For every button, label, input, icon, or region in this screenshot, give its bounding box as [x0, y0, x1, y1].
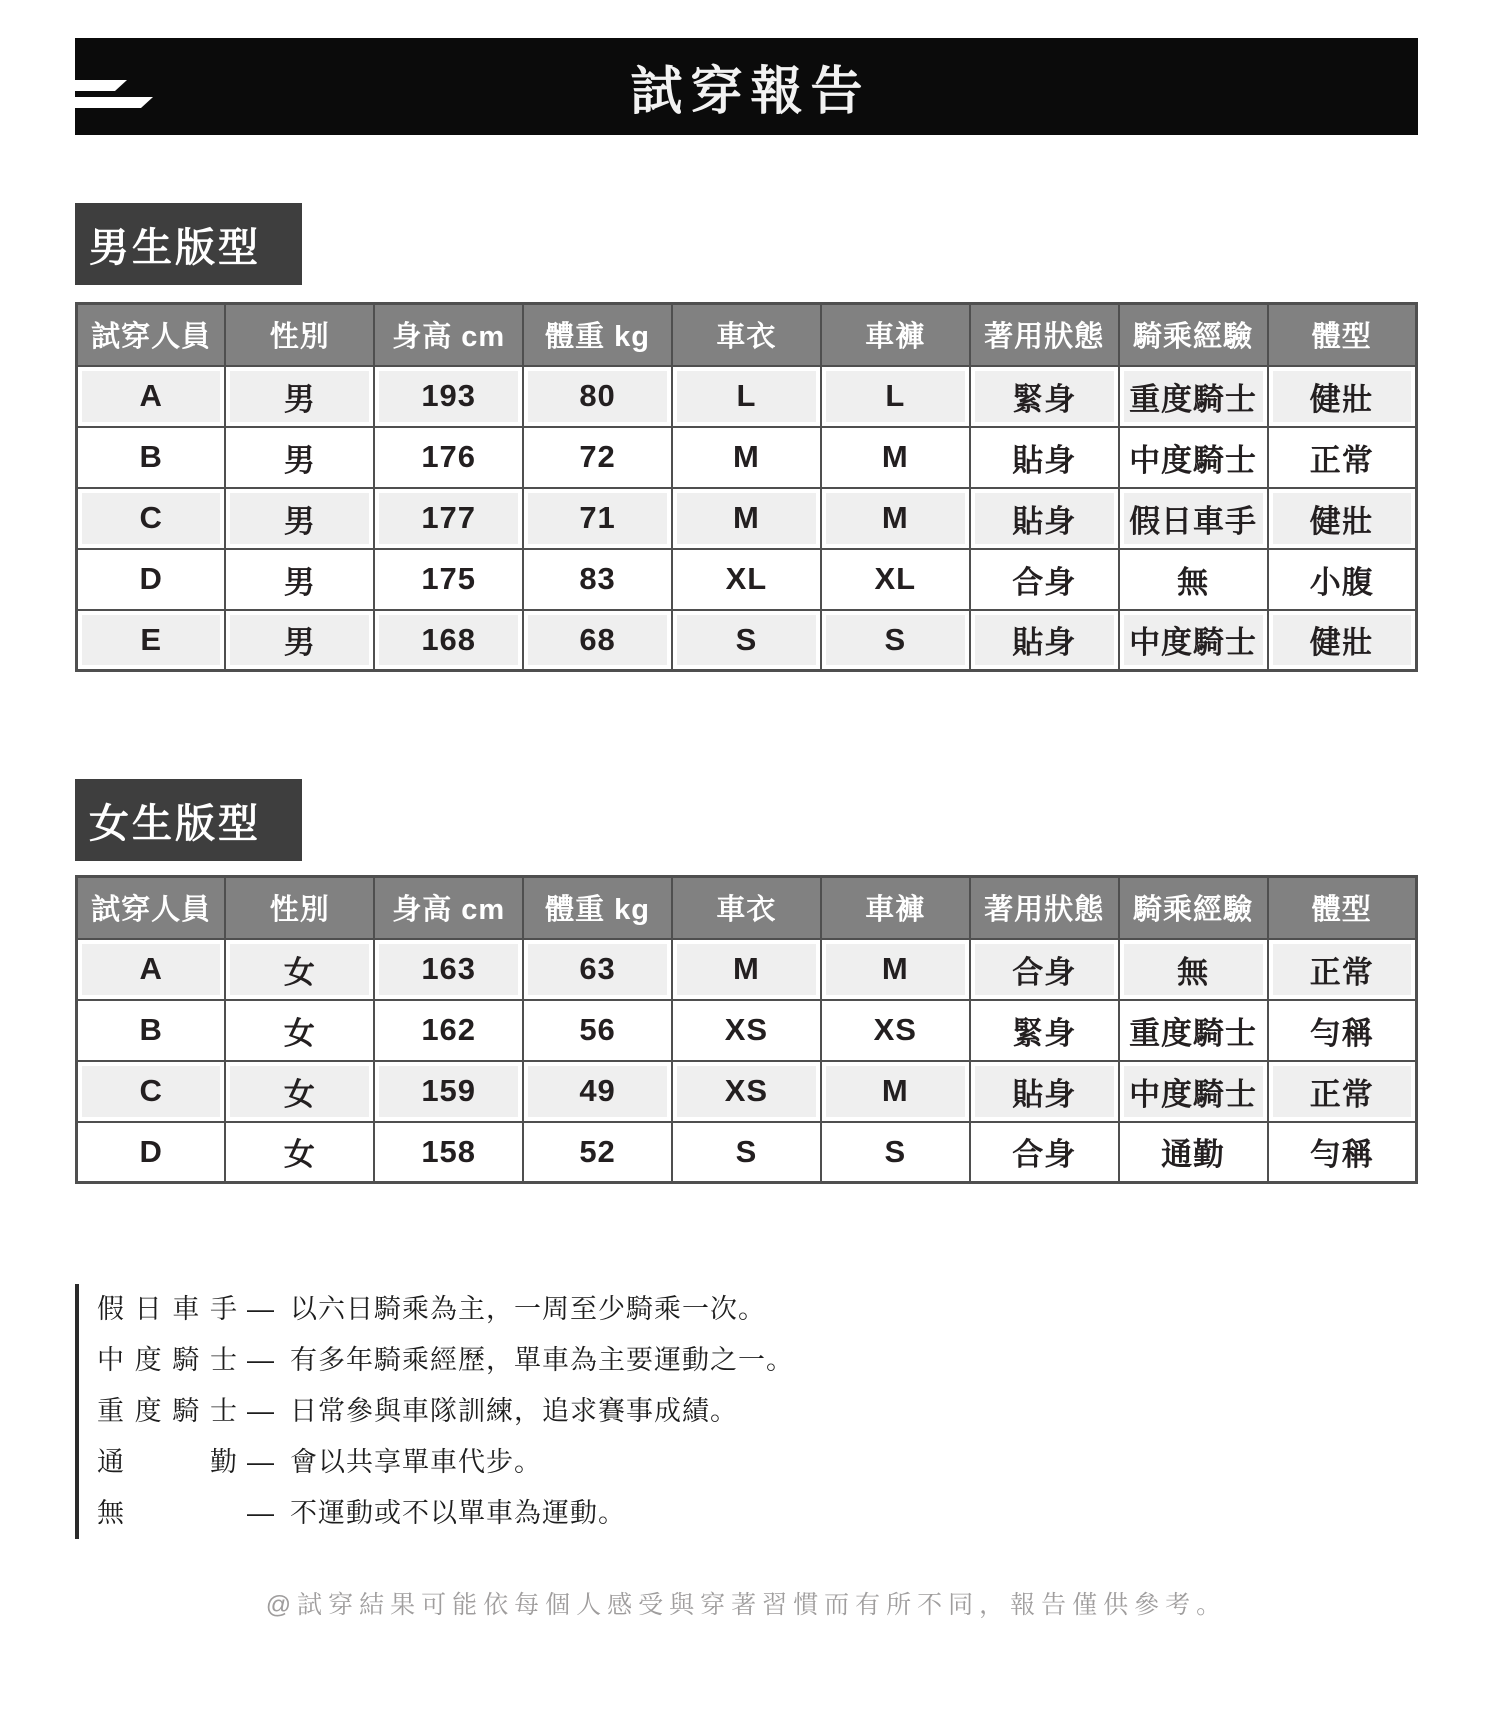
table-cell: 小腹	[1268, 549, 1417, 610]
row-label-cell: D	[77, 1122, 226, 1183]
table-body	[77, 939, 1417, 1183]
table-cell: 158	[374, 1122, 523, 1183]
table-cell: M	[821, 488, 970, 549]
table-cell: XS	[821, 1000, 970, 1061]
table-cell: 通勤	[1119, 1122, 1268, 1183]
table-row	[77, 1122, 1417, 1183]
legend-dash: —	[247, 1498, 274, 1528]
table-cell: 男	[225, 366, 374, 427]
column-header: 車衣	[672, 304, 821, 366]
table-cell: 63	[523, 939, 672, 1000]
column-header: 試穿人員	[77, 304, 226, 366]
column-header: 體型	[1268, 877, 1417, 939]
column-header: 體重 kg	[523, 877, 672, 939]
column-header: 體重 kg	[523, 304, 672, 366]
table-cell: 貼身	[970, 1061, 1119, 1122]
table-cell: 緊身	[970, 366, 1119, 427]
page-title: 試穿報告	[630, 63, 871, 121]
column-header: 試穿人員	[77, 877, 226, 939]
women-fitting-table	[75, 875, 1418, 1184]
table-cell: 勻稱	[1268, 1122, 1417, 1183]
table-row	[77, 1061, 1417, 1122]
table-cell: 女	[225, 939, 374, 1000]
table-cell: 貼身	[970, 488, 1119, 549]
table-cell: S	[821, 1122, 970, 1183]
table-cell: M	[821, 939, 970, 1000]
row-label-cell: C	[77, 488, 226, 549]
table-cell: 女	[225, 1061, 374, 1122]
table-cell: M	[821, 1061, 970, 1122]
table-cell: L	[672, 366, 821, 427]
legend-description: 以六日騎乘為主，一周至少騎乘一次。	[290, 1294, 766, 1324]
table-cell: 重度騎士	[1119, 1000, 1268, 1061]
table-cell: 緊身	[970, 1000, 1119, 1061]
column-header: 身高 cm	[374, 304, 523, 366]
table-cell: XS	[672, 1000, 821, 1061]
column-header: 車褲	[821, 304, 970, 366]
table-header-row	[77, 304, 1417, 366]
row-label-cell: B	[77, 1000, 226, 1061]
column-header: 身高 cm	[374, 877, 523, 939]
row-label-cell: C	[77, 1061, 226, 1122]
row-label-cell: A	[77, 939, 226, 1000]
table-cell: 168	[374, 610, 523, 671]
table-cell: XS	[672, 1061, 821, 1122]
table-cell: M	[672, 427, 821, 488]
legend-item	[97, 1386, 1418, 1437]
report-page	[75, 38, 1418, 1621]
table-cell: 貼身	[970, 427, 1119, 488]
section-title-men: 男生版型	[75, 203, 302, 285]
table-cell: S	[821, 610, 970, 671]
speed-lines-logo-icon	[75, 80, 153, 108]
legend-item	[97, 1488, 1418, 1539]
table-row	[77, 488, 1417, 549]
table-cell: 176	[374, 427, 523, 488]
table-cell: S	[672, 1122, 821, 1183]
table-cell: 83	[523, 549, 672, 610]
legend-item	[97, 1284, 1418, 1335]
table-header	[77, 304, 1417, 366]
table-cell: 健壯	[1268, 610, 1417, 671]
table-cell: 中度騎士	[1119, 427, 1268, 488]
table-cell: M	[821, 427, 970, 488]
table-row	[77, 1000, 1417, 1061]
table-cell: 52	[523, 1122, 672, 1183]
experience-legend	[75, 1284, 1418, 1539]
table-cell: 49	[523, 1061, 672, 1122]
row-label-cell: B	[77, 427, 226, 488]
legend-dash: —	[247, 1345, 274, 1375]
table-cell: XL	[672, 549, 821, 610]
table-row	[77, 549, 1417, 610]
table-cell: 男	[225, 610, 374, 671]
table-cell: 71	[523, 488, 672, 549]
table-cell: 男	[225, 549, 374, 610]
men-fitting-table	[75, 302, 1418, 672]
table-cell: 68	[523, 610, 672, 671]
table-cell: 正常	[1268, 1061, 1417, 1122]
table-cell: M	[672, 939, 821, 1000]
column-header: 著用狀態	[970, 877, 1119, 939]
table-cell: 163	[374, 939, 523, 1000]
header-banner	[75, 38, 1418, 135]
table-cell: 80	[523, 366, 672, 427]
table-cell: 159	[374, 1061, 523, 1122]
table-cell: 假日車手	[1119, 488, 1268, 549]
legend-item	[97, 1335, 1418, 1386]
table-cell: 重度騎士	[1119, 366, 1268, 427]
table-cell: 女	[225, 1000, 374, 1061]
row-label-cell: E	[77, 610, 226, 671]
table-cell: 72	[523, 427, 672, 488]
column-header: 體型	[1268, 304, 1417, 366]
table-cell: 健壯	[1268, 488, 1417, 549]
table-cell: 女	[225, 1122, 374, 1183]
table-header	[77, 877, 1417, 939]
table-cell: L	[821, 366, 970, 427]
legend-term: 假日車手	[97, 1294, 237, 1324]
legend-term: 無	[97, 1498, 124, 1528]
row-label-cell: D	[77, 549, 226, 610]
column-header: 車衣	[672, 877, 821, 939]
table-cell: 勻稱	[1268, 1000, 1417, 1061]
legend-item	[97, 1437, 1418, 1488]
legend-term: 重度騎士	[97, 1396, 237, 1426]
legend-dash: —	[247, 1447, 274, 1477]
table-header-row	[77, 877, 1417, 939]
table-cell: 貼身	[970, 610, 1119, 671]
table-cell: 合身	[970, 1122, 1119, 1183]
legend-term: 通勤	[97, 1447, 237, 1477]
table-cell: 無	[1119, 939, 1268, 1000]
table-cell: XL	[821, 549, 970, 610]
table-cell: 177	[374, 488, 523, 549]
table-cell: 無	[1119, 549, 1268, 610]
table-cell: 175	[374, 549, 523, 610]
table-row	[77, 366, 1417, 427]
table-cell: 正常	[1268, 427, 1417, 488]
table-cell: M	[672, 488, 821, 549]
legend-description: 有多年騎乘經歷，單車為主要運動之一。	[290, 1345, 794, 1375]
table-cell: 男	[225, 488, 374, 549]
table-row	[77, 610, 1417, 671]
table-cell: 合身	[970, 939, 1119, 1000]
legend-description: 不運動或不以單車為運動。	[290, 1498, 626, 1528]
legend-description: 日常參與車隊訓練，追求賽事成績。	[290, 1396, 738, 1426]
column-header: 騎乘經驗	[1119, 304, 1268, 366]
logo-stripe	[75, 80, 127, 91]
table-cell: 56	[523, 1000, 672, 1061]
table-cell: 162	[374, 1000, 523, 1061]
legend-description: 會以共享單車代步。	[290, 1447, 542, 1477]
column-header: 著用狀態	[970, 304, 1119, 366]
table-cell: 男	[225, 427, 374, 488]
legend-dash: —	[247, 1294, 274, 1324]
legend-dash: —	[247, 1396, 274, 1426]
table-cell: 正常	[1268, 939, 1417, 1000]
legend-term: 中度騎士	[97, 1345, 237, 1375]
column-header: 性別	[225, 877, 374, 939]
table-cell: 193	[374, 366, 523, 427]
table-body	[77, 366, 1417, 671]
disclaimer-note: @試穿結果可能依每個人感受與穿著習慣而有所不同，報告僅供參考。	[265, 1591, 1228, 1619]
column-header: 騎乘經驗	[1119, 877, 1268, 939]
table-cell: 中度騎士	[1119, 610, 1268, 671]
table-cell: 合身	[970, 549, 1119, 610]
section-title-women: 女生版型	[75, 779, 302, 861]
column-header: 性別	[225, 304, 374, 366]
logo-stripe	[75, 97, 153, 108]
column-header: 車褲	[821, 877, 970, 939]
table-cell: S	[672, 610, 821, 671]
table-row	[77, 427, 1417, 488]
table-row	[77, 939, 1417, 1000]
row-label-cell: A	[77, 366, 226, 427]
table-cell: 中度騎士	[1119, 1061, 1268, 1122]
table-cell: 健壯	[1268, 366, 1417, 427]
